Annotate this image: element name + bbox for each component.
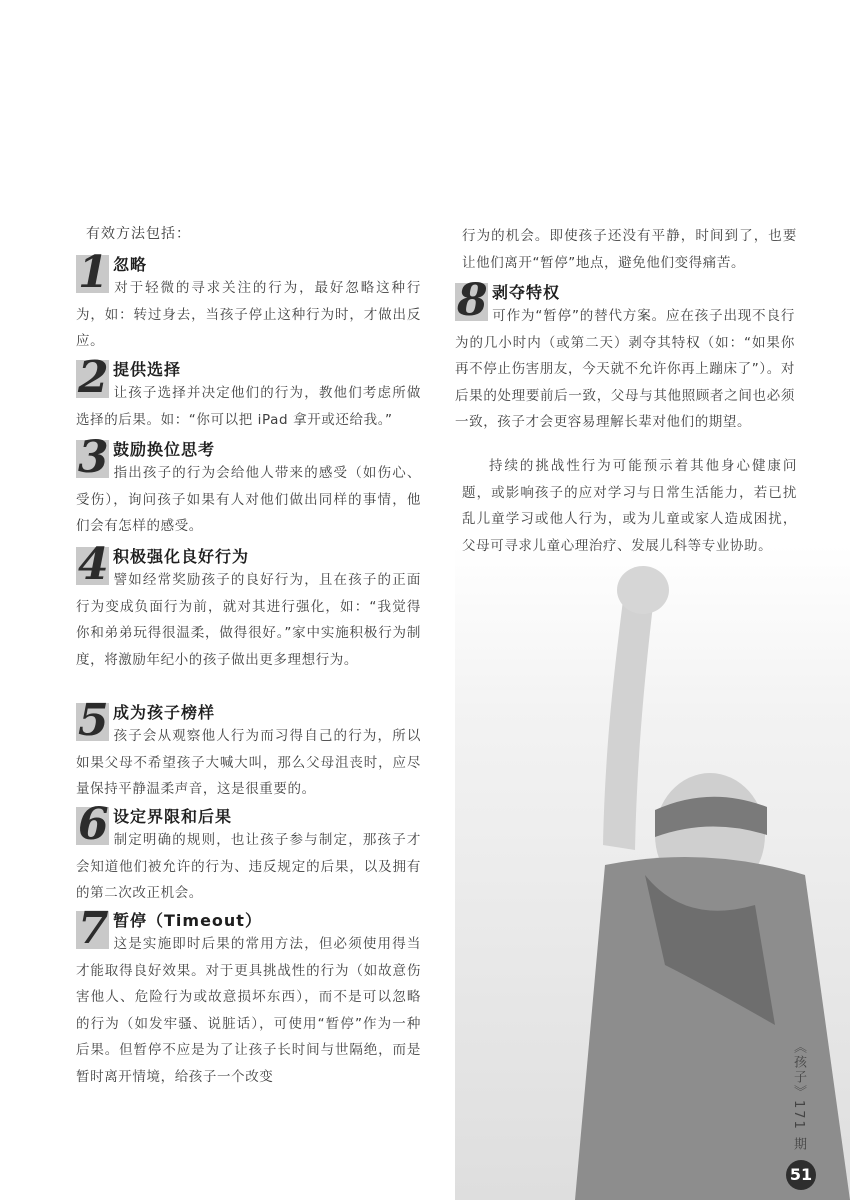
tip-title: 暂停（Timeout）	[113, 911, 262, 930]
tip-body: 制定明确的规则，也让孩子参与制定，那孩子才会知道他们被允许的行为、违反规定的后果，以及拥有的第二次改正机会。	[76, 832, 421, 901]
tip-title: 成为孩子榜样	[113, 703, 216, 722]
tip-body: 这是实施即时后果的常用方法，但必须使用得当才能取得良好效果。对于更具挑战性的行为（如故意伤害他人、危险行为或故意损坏东西），而不是可以忽略的行为（如发牢骚、说脏话），可使用“暂停”作为一种后果。但暂停不应是为了让孩子长时间与世隔绝，而是暂时离开情境，给孩子一个改变	[76, 936, 421, 1085]
number-badge: 6	[78, 799, 109, 850]
tip-body: 指出孩子的行为会给他人带来的感受（如伤心、受伤），询问孩子如果有人对他们做出同样的事情，他们会有怎样的感受。	[76, 465, 421, 534]
tip-title: 忽略	[113, 255, 148, 274]
number-badge: 4	[78, 539, 109, 590]
number-badge: 8	[457, 275, 488, 326]
tip-body: 对于轻微的寻求关注的行为，最好忽略这种行为，如：转过身去，当孩子停止这种行为时，才做出反应。	[76, 280, 421, 349]
page-number: 51	[786, 1160, 816, 1190]
tip-body: 孩子会从观察他人行为而习得自己的行为，所以如果父母不希望孩子大喊大叫，那么父母沮丧时，应尽量保持平静温柔声音，这是很重要的。	[76, 728, 421, 797]
tip-body: 让孩子选择并决定他们的行为，教他们考虑所做选择的后果。如：“你可以把 iPad 拿开或还给我。”	[76, 385, 421, 428]
closing-paragraph: 持续的挑战性行为可能预示着其他身心健康问题，或影响孩子的应对学习与日常生活能力，若已扰乱儿童学习或他人行为，或为儿童或家人造成困扰，父母可寻求儿童心理治疗、发展儿科等专业协助。	[462, 458, 797, 554]
tip-title: 剥夺特权	[492, 283, 561, 302]
issue-label: 《孩子》171 期	[791, 1040, 806, 1152]
tip-body: 譬如经常奖励孩子的良好行为，且在孩子的正面行为变成负面行为前，就对其进行强化，如：“我觉得你和弟弟玩得很温柔，做得很好。”家中实施积极行为制度，将激励年纪小的孩子做出更多理想行为。	[76, 572, 421, 668]
tip-title: 设定界限和后果	[113, 807, 233, 826]
tip-title: 积极强化良好行为	[113, 547, 250, 566]
tip-7-continued: 行为的机会。即使孩子还没有平静，时间到了，也要让他们离开“暂停”地点，避免他们变得痛苦。	[462, 228, 797, 271]
number-badge: 2	[78, 352, 109, 403]
number-badge: 1	[78, 247, 109, 298]
tip-title: 提供选择	[113, 360, 182, 379]
tip-body: 可作为“暂停”的替代方案。应在孩子出现不良行为的几小时内（或第二天）剥夺其特权（如：“如果你再不停止伤害朋友，今天就不允许你再上蹦床了”）。对后果的处理要前后一致，父母与其他照顾者之间也必须一致，孩子才会更容易理解长辈对他们的期望。	[455, 308, 795, 430]
number-badge: 7	[78, 903, 109, 954]
tip-title: 鼓励换位思考	[113, 440, 216, 459]
intro-text: 有效方法包括：	[86, 226, 191, 242]
number-badge: 5	[78, 695, 109, 746]
number-badge: 3	[78, 432, 109, 483]
